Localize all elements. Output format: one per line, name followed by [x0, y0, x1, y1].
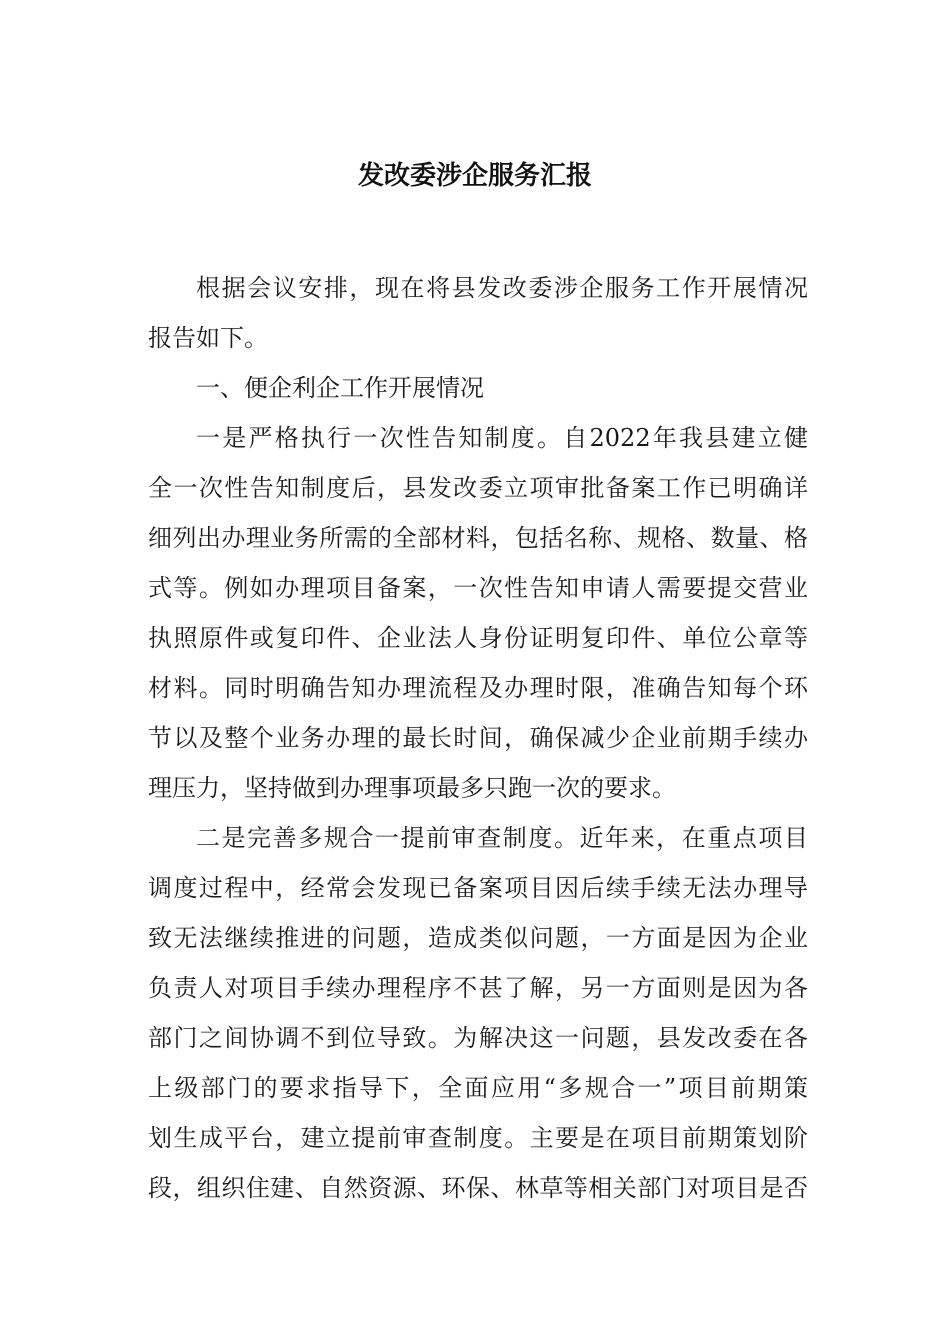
paragraph-line: 材料。同时明确告知办理流程及办理时限，准确告知每个环 — [148, 674, 808, 702]
paragraph-line: 式等。例如办理项目备案，一次性告知申请人需要提交营业 — [148, 574, 808, 602]
paragraph-line: 理压力，坚持做到办理事项最多只跑一次的要求。 — [148, 774, 676, 802]
paragraph-line: 调度过程中，经常会发现已备案项目因后续手续无法办理导 — [148, 874, 808, 902]
paragraph-line: 根据会议安排，现在将县发改委涉企服务工作开展情况 — [196, 274, 808, 302]
paragraph-line: 全一次性告知制度后，县发改委立项审批备案工作已明确详 — [148, 474, 808, 502]
paragraph-line: 节以及整个业务办理的最长时间，确保减少企业前期手续办 — [148, 724, 808, 752]
paragraph-line: 负责人对项目手续办理程序不甚了解，另一方面则是因为各 — [148, 974, 808, 1002]
paragraph-line: 一是严格执行一次性告知制度。自2022年我县建立健 — [196, 424, 808, 452]
paragraph-line: 划生成平台，建立提前审查制度。主要是在项目前期策划阶 — [148, 1124, 808, 1152]
paragraph-line: 执照原件或复印件、企业法人身份证明复印件、单位公章等 — [148, 624, 808, 652]
paragraph-line: 致无法继续推进的问题，造成类似问题，一方面是因为企业 — [148, 924, 808, 952]
paragraph-line: 报告如下。 — [148, 324, 268, 352]
paragraph-line: 段，组织住建、自然资源、环保、林草等相关部门对项目是否 — [148, 1174, 808, 1202]
paragraph-line: 二是完善多规合一提前审查制度。近年来，在重点项目 — [196, 824, 808, 852]
section-heading: 一、便企利企工作开展情况 — [196, 374, 484, 402]
document-title: 发改委涉企服务汇报 — [357, 161, 592, 191]
paragraph-line: 部门之间协调不到位导致。为解决这一问题，县发改委在各 — [148, 1024, 808, 1052]
paragraph-line: 上级部门的要求指导下，全面应用“多规合一”项目前期策 — [148, 1074, 808, 1102]
paragraph-line: 细列出办理业务所需的全部材料，包括名称、规格、数量、格 — [148, 524, 808, 552]
